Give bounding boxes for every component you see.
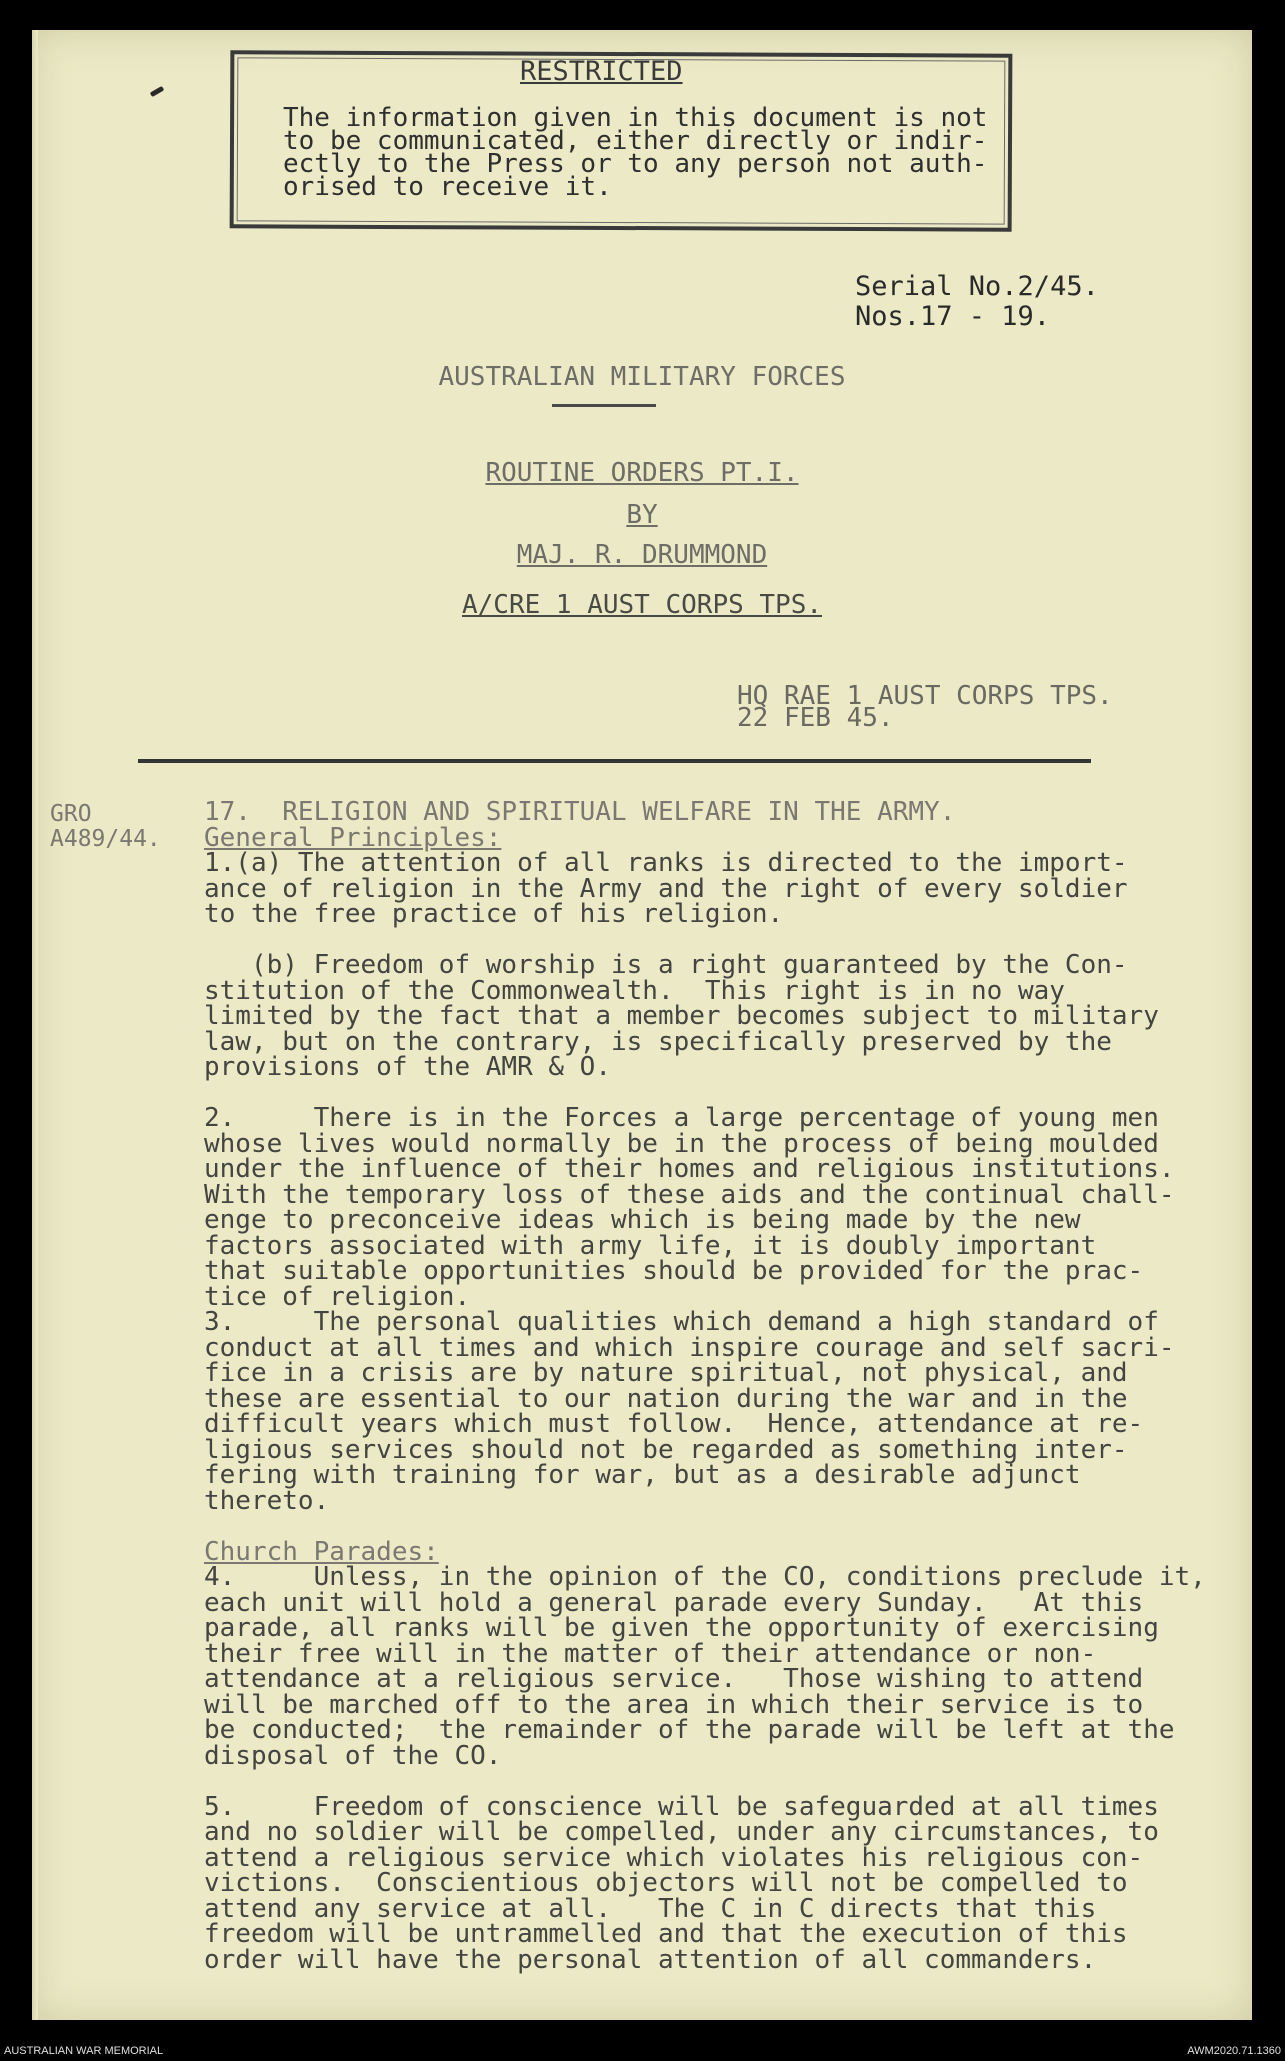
divider-rule [138,759,1091,763]
officer-appointment: A/CRE 1 AUST CORPS TPS. [461,590,823,620]
restricted-notice-text: The information given in this document is not to be communicated, either directly or indir- ectly to the Press or to any person not auth- orised to receive it. [283,103,988,202]
margin-ref-line2: A489/44. [50,826,161,852]
order-body [204,797,1206,1975]
church-parades-heading: Church Parades: [204,1536,439,1567]
general-principles-heading: General Principles: [204,822,502,853]
routine-orders-title: ROUTINE ORDERS PT.I. [485,458,799,488]
order-number-title: 17. RELIGION AND SPIRITUAL WELFARE IN THE ARMY. [204,797,956,827]
paragraph-3: 3. The personal qualities which demand a high standard of conduct at all times and which inspire courage and self sacri- fice in a crisis are by nature spiritual, not physical, and these are essential to our nation during the war and in the difficult years which must follow. Hence, attendance at re- ligious services should not be regarded as something inter- fering with training for war, but as a desirable adjunct thereto. [204,1307,1175,1516]
restricted-title: RESTRICTED [520,56,683,87]
archive-credit: AUSTRALIAN WAR MEMORIAL [4,2045,164,2057]
paragraph-5: 5. Freedom of conscience will be safeguarded at all times and no soldier will be compelled, under any circumstances, to attend a religious service which violates his religious con- victions. Conscientious objectors will not be compelled to attend any service at all. The C in C directs that this freedom will be untrammelled and that the execution of this order will have the personal attention of all commanders. [204,1791,1159,1975]
serial-number [855,272,1099,332]
headquarters-block [737,681,1113,733]
hq-unit: HQ RAE 1 AUST CORPS TPS. [737,681,1113,711]
margin-reference [50,802,161,852]
heading-rule [552,404,656,407]
page-edge [32,30,38,2020]
paragraph-1a: 1.(a) The attention of all ranks is directed to the import- ance of religion in the Army and the right of every soldier to the free practice of his religion. [204,848,1128,929]
paragraph-2: 2. There is in the Forces a large percentage of young men whose lives would normally be in the process of being moulded under the influence of their homes and religious institutions. With the temporary loss of these aids and the continual chall- enge to preconceive ideas which is being made by the new factors associated with army life, it is doubly important that suitable opportunities should be provided for the prac- tice of religion. [204,1103,1175,1312]
paragraph-4: 4. Unless, in the opinion of the CO, conditions preclude it, each unit will hold a general parade every Sunday. At this parade, all ranks will be given the opportunity of exercising their free will in the matter of their attendance or non- attendance at a religious service. Those wishing to attend will be marched off to the area in which their service is to be conducted; the remainder of the parade will be left at the disposal of the CO. [204,1562,1206,1771]
by-label: BY [626,500,658,530]
hq-date: 22 FEB 45. [737,703,894,733]
forces-heading: AUSTRALIAN MILITARY FORCES [438,362,846,392]
archive-reference: AWM2020.71.1360 [1187,2045,1281,2057]
order-numbers: Nos.17 - 19. [855,301,1051,332]
serial-line: Serial No.2/45. [855,271,1099,302]
paragraph-1b: (b) Freedom of worship is a right guaranteed by the Con- stitution of the Commonwealth. This right is in no way limited by the fact that a member becomes subject to military law, but on the contrary, is specifically preserved by the provisions of the AMR & O. [204,950,1159,1082]
officer-name: MAJ. R. DRUMMOND [516,540,768,570]
margin-ref-line1: GRO [50,801,92,827]
